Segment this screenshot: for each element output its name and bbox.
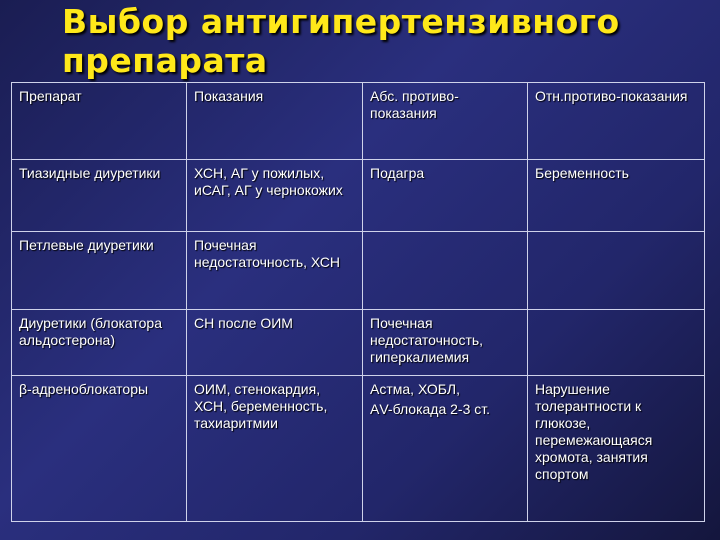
cell-relative: Беременность xyxy=(528,160,705,232)
cell-relative: Нарушение толерантности к глюкозе, перемежающаяся хромота, занятия спортом xyxy=(528,376,705,522)
table-row xyxy=(12,310,705,376)
cell-absolute xyxy=(363,376,528,522)
header-cell-indications: Показания xyxy=(187,83,363,160)
cell-absolute: Почечная недостаточность, гиперкалиемия xyxy=(363,310,528,376)
cell-drug: Диуретики (блокатора альдостерона) xyxy=(12,310,187,376)
title-line-1: Выбор антигипертензивного xyxy=(62,2,620,41)
cell-drug: Петлевые диуретики xyxy=(12,232,187,310)
cell-drug: Тиазидные диуретики xyxy=(12,160,187,232)
cell-drug: β-адреноблокаторы xyxy=(12,376,187,522)
cell-indications: СН после ОИМ xyxy=(187,310,363,376)
cell-absolute xyxy=(363,232,528,310)
table-header-row xyxy=(12,83,705,160)
table-row xyxy=(12,232,705,310)
header-cell-drug: Препарат xyxy=(12,83,187,160)
cell-absolute-line-1: Астма, ХОБЛ, xyxy=(370,381,460,397)
slide-title xyxy=(62,0,702,80)
cell-indications: ОИМ, стенокардия, ХСН, беременность, тахиаритмии xyxy=(187,376,363,522)
header-cell-absolute: Абс. противо-показания xyxy=(363,83,528,160)
cell-indications: Почечная недостаточность, ХСН xyxy=(187,232,363,310)
table-row xyxy=(12,376,705,522)
header-cell-relative: Отн.противо-показания xyxy=(528,83,705,160)
cell-absolute: Подагра xyxy=(363,160,528,232)
drug-comparison-table xyxy=(11,82,705,522)
cell-relative xyxy=(528,232,705,310)
cell-relative xyxy=(528,310,705,376)
cell-indications: ХСН, АГ у пожилых, иСАГ, АГ у чернокожих xyxy=(187,160,363,232)
title-line-2: препарата xyxy=(62,41,268,80)
cell-absolute-line-2: АV-блокада 2-3 ст. xyxy=(370,401,491,417)
table-row xyxy=(12,160,705,232)
